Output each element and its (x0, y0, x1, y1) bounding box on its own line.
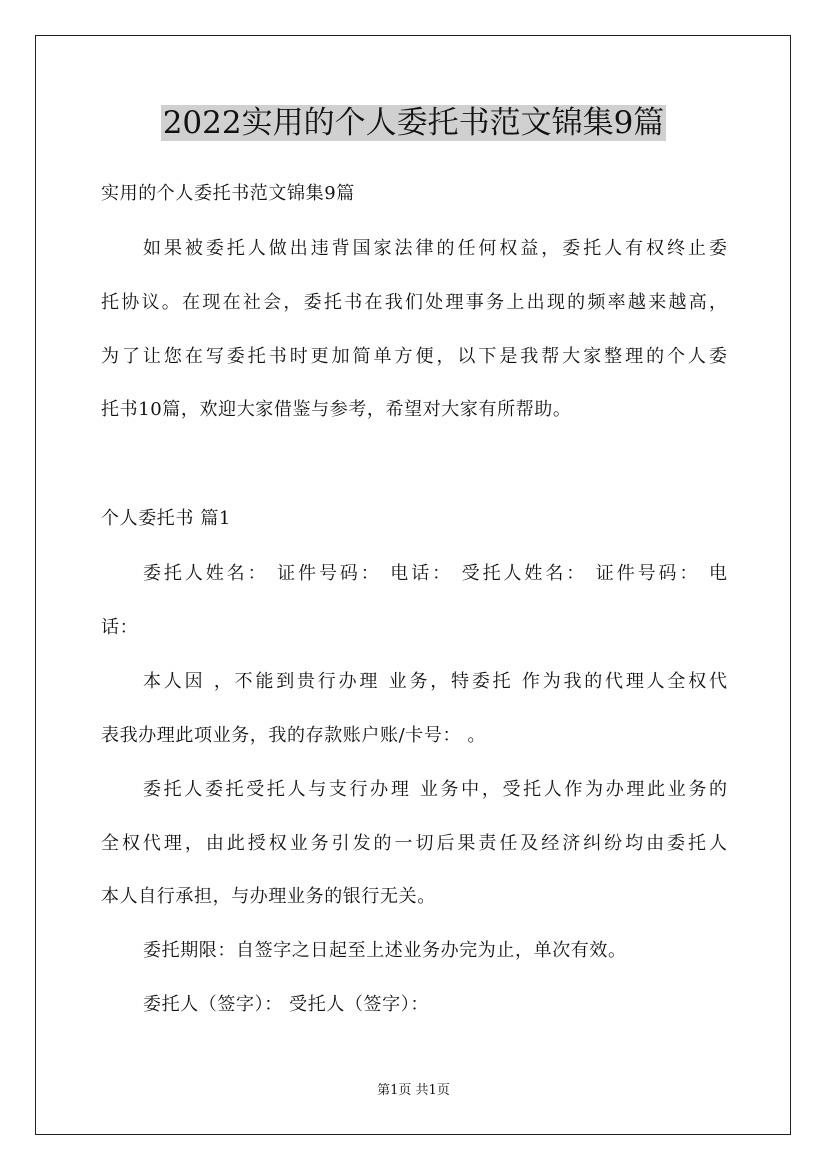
document-subtitle: 实用的个人委托书范文锦集9篇 (101, 183, 355, 204)
document-title (0, 103, 827, 143)
paragraph-1-line-1: 委托人姓名： 证件号码： 电话： 受托人姓名： 证件号码： 电 (143, 563, 727, 584)
intro-line-4: 托书10篇，欢迎大家借鉴与参考，希望对大家有所帮助。 (101, 399, 572, 420)
paragraph-2-line-1: 本人因 ，不能到贵行办理 业务，特委托 作为我的代理人全权代 (143, 671, 727, 692)
paragraph-2-line-2: 表我办理此项业务，我的存款账户账/卡号： 。 (101, 725, 486, 746)
intro-line-1: 如果被委托人做出违背国家法律的任何权益，委托人有权终止委 (143, 238, 727, 259)
document-title-text: 2022实用的个人委托书范文锦集9篇 (162, 105, 665, 141)
intro-line-3: 为了让您在写委托书时更加简单方便，以下是我帮大家整理的个人委 (101, 346, 727, 367)
paragraph-1-line-2: 话： (101, 617, 139, 638)
section-heading: 个人委托书 篇1 (101, 508, 231, 529)
paragraph-3-line-2: 全权代理，由此授权业务引发的一切后果责任及经济纠纷均由委托人 (101, 833, 727, 854)
paragraph-5: 委托人（签字）： 受托人（签字）： (143, 994, 429, 1015)
paragraph-3-line-3: 本人自行承担，与办理业务的银行无关。 (101, 886, 436, 907)
paragraph-3-line-1: 委托人委托受托人与支行办理 业务中，受托人作为办理此业务的 (143, 779, 727, 800)
page-footer: 第1页 共1页 (377, 1083, 450, 1098)
paragraph-4: 委托期限：自签字之日起至上述业务办完为止，单次有效。 (143, 940, 627, 961)
intro-line-2: 托协议。在现在社会，委托书在我们处理事务上出现的频率越来越高， (101, 292, 727, 313)
